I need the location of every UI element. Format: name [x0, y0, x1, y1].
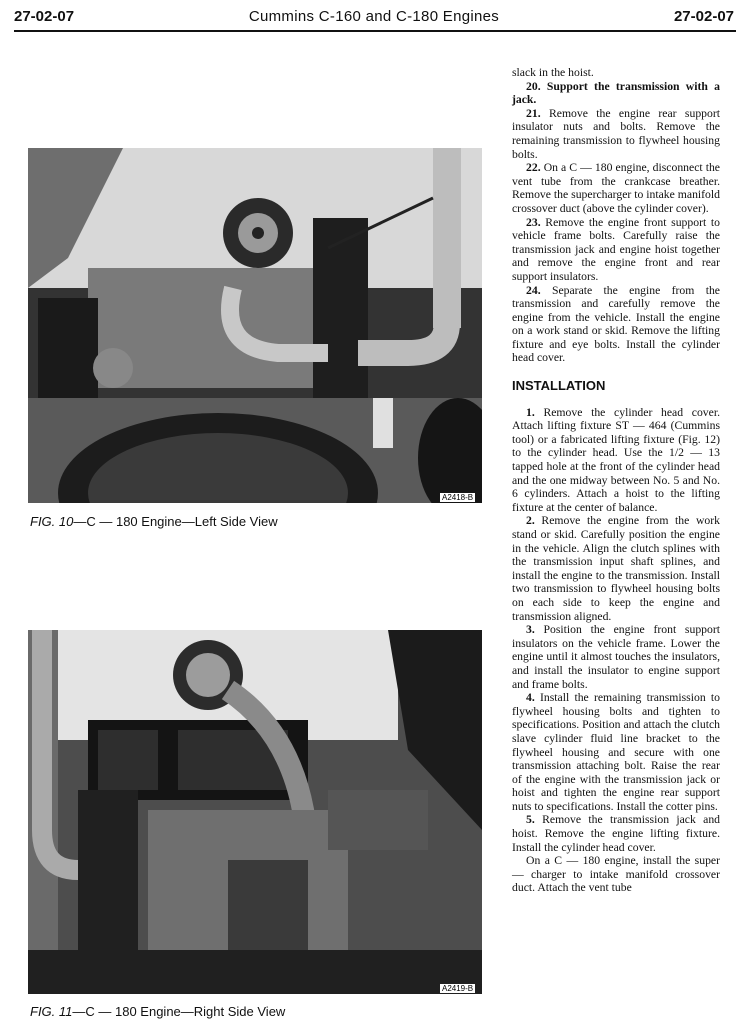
text-column: [512, 66, 720, 895]
install-step-5: [512, 813, 720, 854]
step-23: [512, 216, 720, 284]
step-text: Support the transmission with a jack.: [512, 79, 720, 107]
step-21: [512, 107, 720, 161]
step-text: Remove the engine rear support insulator nuts and bolts. Remove the remaining transmission to flywheel housing bolts.: [512, 106, 720, 161]
step-24: [512, 284, 720, 366]
step-number: 5.: [526, 813, 535, 827]
install-step-2: [512, 514, 720, 623]
step-22: [512, 161, 720, 215]
install-step-4: [512, 691, 720, 813]
step-number: 2.: [526, 514, 535, 528]
section-heading: INSTALLATION: [512, 378, 606, 394]
step-text: On a C — 180 engine, disconnect the vent tube from the crankcase breather. Remove the supercharger to intake manifold crossover duct (above the cylinder cover).: [512, 161, 720, 215]
page-number-right: 27-02-07: [673, 8, 734, 25]
step-number: 1.: [526, 405, 535, 419]
figure-caption: [30, 1004, 285, 1019]
figure-caption-text: —C — 180 Engine—Right Side View: [72, 1004, 286, 1019]
step-number: 24.: [526, 283, 541, 297]
page-header: [14, 8, 734, 30]
engine-left-side-photo: [28, 148, 482, 503]
step-text: Separate the engine from the transmission and carefully remove the engine from the vehicle. Install the engine on a work stand or skid. Remove the lifting fixture and eye bolts. Install the cylinder head cover.: [512, 283, 720, 365]
step-number: 3.: [526, 623, 535, 637]
step-number: 22.: [526, 161, 541, 175]
step-number: 21.: [526, 106, 541, 120]
step-20: [512, 80, 720, 107]
figure-caption: [30, 514, 278, 529]
figure-id: A2419-B: [442, 984, 474, 993]
figure-label: FIG. 11: [30, 1004, 73, 1019]
page-number-left: 27-02-07: [14, 8, 75, 25]
step-text: Remove the cylinder head cover. Attach lifting fixture ST — 464 (Cummins tool) or a fabricated lifting fixture (Fig. 12) to the cylinder head. Use the 1/2 — 13 tapped hole at the front of the cylinder head and the one midway between No. 5 and No. 6 cylinders. Attach a hoist to the lifting fixture at the center of balance.: [512, 405, 720, 514]
step-text: Remove the transmission jack and hoist. Remove the engine lifting fixture. Install the cylinder head cover.: [512, 813, 721, 854]
step-text: Remove the engine from the work stand or skid. Carefully position the engine in the vehicle. Align the clutch splines with the transmission input shaft splines, and install the engine to the transmission. Install two transmission to flywheel housing bolts on each side to keep the engine and transmission aligned.: [512, 514, 720, 623]
paragraph: slack in the hoist.: [512, 66, 594, 79]
install-step-1: [512, 406, 720, 515]
paragraph: On a C — 180 engine, install the super — charger to intake manifold crossover duct. Attach the vent tube: [512, 854, 720, 895]
step-number: 4.: [526, 691, 535, 705]
step-text: Install the remaining transmission to flywheel housing bolts and tighten to specifications. Position and attach the clutch slave cylinder fluid line bracket to the flywheel housing and secure with one transmission attaching bolt. Raise the rear of the engine with the transmission jack or hoist and tighten the engine rear support nuts to specifications. Install the cotter pins.: [512, 691, 720, 813]
step-number: 20.: [526, 79, 541, 93]
figure-label: FIG. 10: [30, 514, 74, 529]
figure-id: A2418-B: [442, 493, 474, 502]
step-number: 23.: [526, 215, 541, 229]
install-step-3: [512, 623, 720, 691]
step-text: Remove the engine front support to vehicle frame bolts. Carefully raise the transmission jack and engine hoist together and remove the engine front and rear support insulators.: [512, 215, 720, 283]
page-title: Cummins C-160 and C-180 Engines: [248, 8, 500, 25]
step-text: Position the engine front support insulators on the vehicle frame. Lower the engine until it almost touches the insulators, and install the insulator to engine support and frame bolts.: [512, 623, 720, 691]
engine-right-side-photo: [28, 630, 482, 994]
figure-caption-text: —C — 180 Engine—Left Side View: [73, 514, 278, 529]
header-rule: [14, 30, 736, 32]
